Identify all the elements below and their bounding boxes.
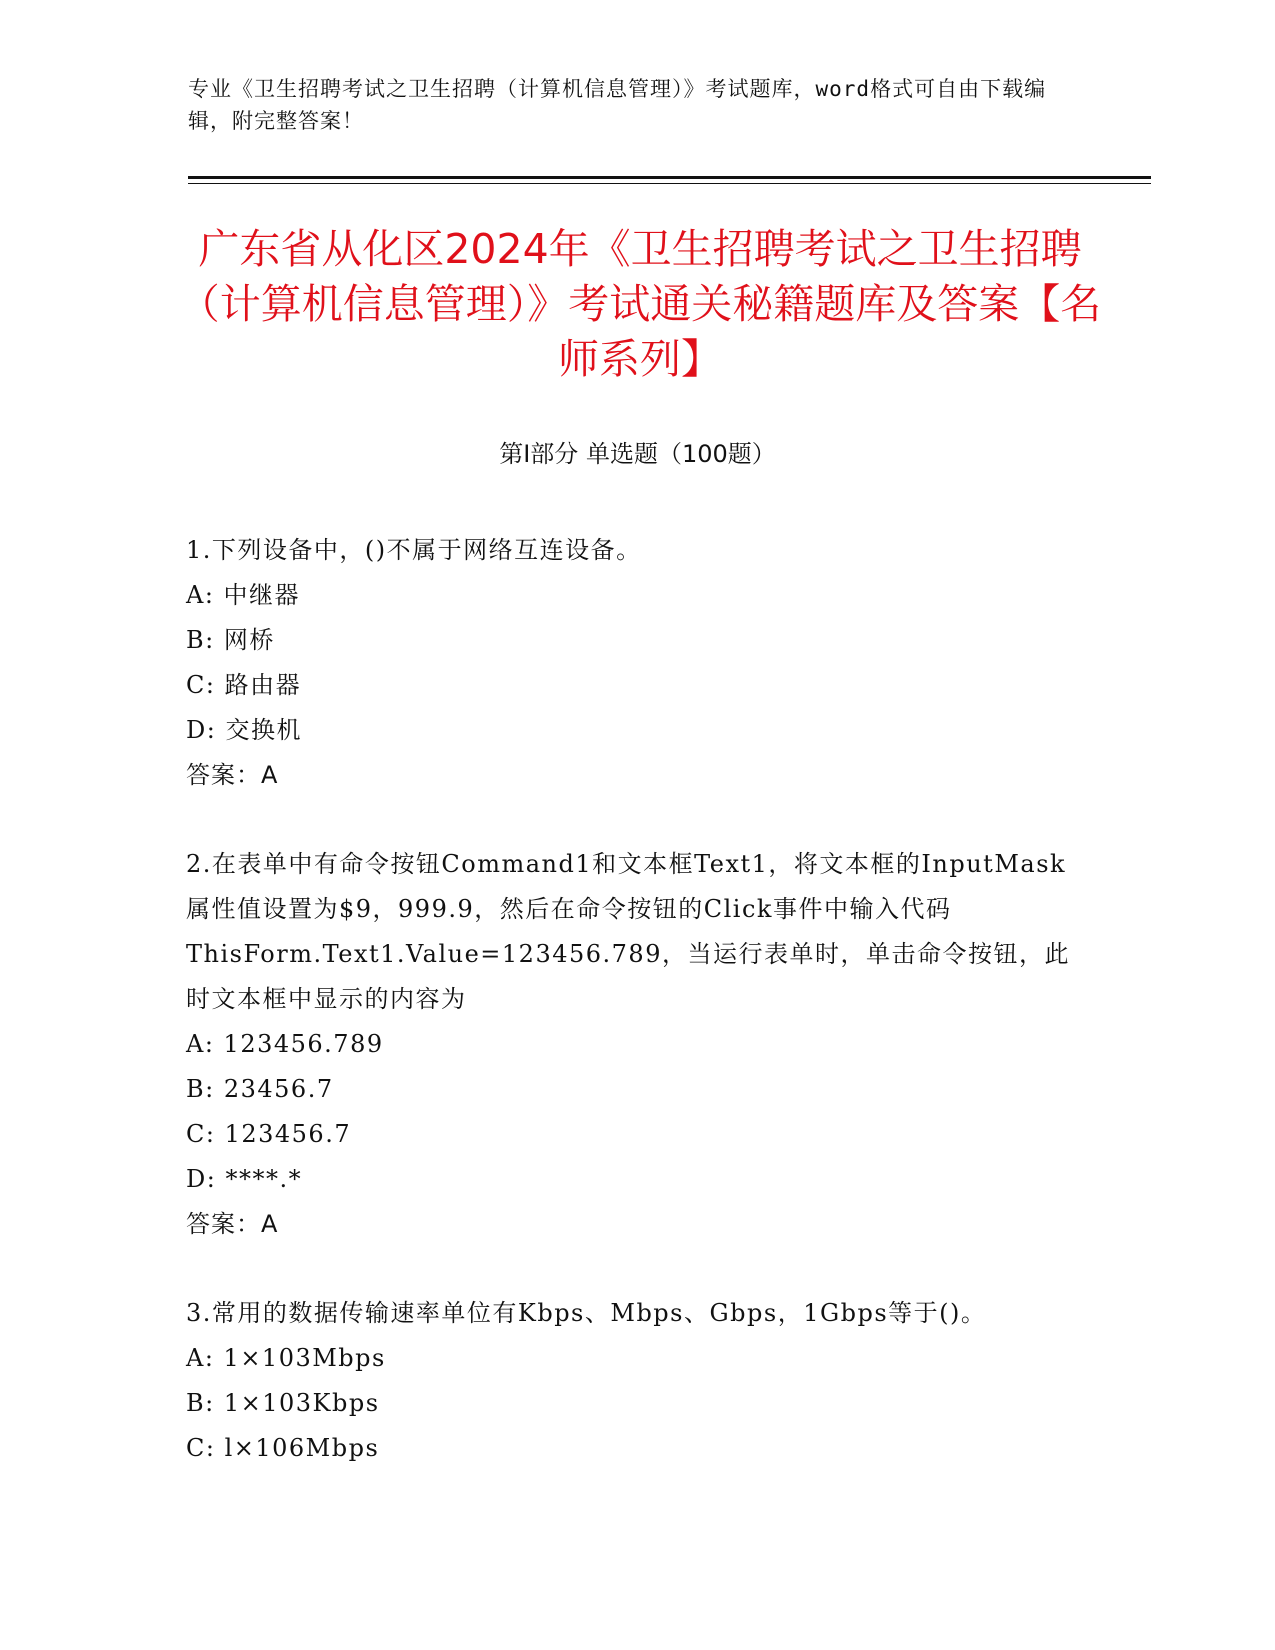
header-rule-thin bbox=[188, 183, 1151, 184]
option-d: D: ****.* bbox=[186, 1165, 303, 1193]
question-3 bbox=[186, 1291, 1086, 1471]
question-stem: 3.常用的数据传输速率单位有Kbps、Mbps、Gbps，1Gbps等于()。 bbox=[186, 1299, 987, 1327]
option-a: A: 123456.789 bbox=[186, 1030, 384, 1058]
option-d: D: 交换机 bbox=[186, 716, 302, 744]
header-note: 专业《卫生招聘考试之卫生招聘（计算机信息管理）》考试题库，word格式可自由下载编辑，附完整答案！ bbox=[188, 77, 1047, 133]
question-stem: 2.在表单中有命令按钮Command1和文本框Text1，将文本框的InputMask属性值设置为$9，999.9，然后在命令按钮的Click事件中输入代码ThisForm.Text1.Value=123456.789，当运行表单时，单击命令按钮，此时文本框中显示的内容为 bbox=[186, 850, 1070, 1013]
document-title: 广东省从化区2024年《卫生招聘考试之卫生招聘（计算机信息管理）》考试通关秘籍题库及答案【名师系列】 bbox=[178, 225, 1102, 383]
question-stem: 1.下列设备中，()不属于网络互连设备。 bbox=[186, 536, 642, 564]
question-2 bbox=[186, 842, 1086, 1247]
option-c: C: 123456.7 bbox=[186, 1120, 352, 1148]
question-1 bbox=[186, 528, 1086, 798]
option-b: B: 1×103Kbps bbox=[186, 1389, 380, 1417]
option-a: A: 中继器 bbox=[186, 581, 301, 609]
answer-text: 答案：A bbox=[186, 761, 279, 789]
section-heading: 第I部分 单选题（100题） bbox=[499, 440, 776, 468]
option-b: B: 23456.7 bbox=[186, 1075, 334, 1103]
option-b: B: 网桥 bbox=[186, 626, 275, 654]
option-c: C: l×106Mbps bbox=[186, 1434, 380, 1462]
question-list bbox=[186, 528, 1086, 1515]
header-rule-thick bbox=[188, 176, 1151, 179]
option-a: A: 1×103Mbps bbox=[186, 1344, 386, 1372]
answer-text: 答案：A bbox=[186, 1210, 279, 1238]
option-c: C: 路由器 bbox=[186, 671, 302, 699]
